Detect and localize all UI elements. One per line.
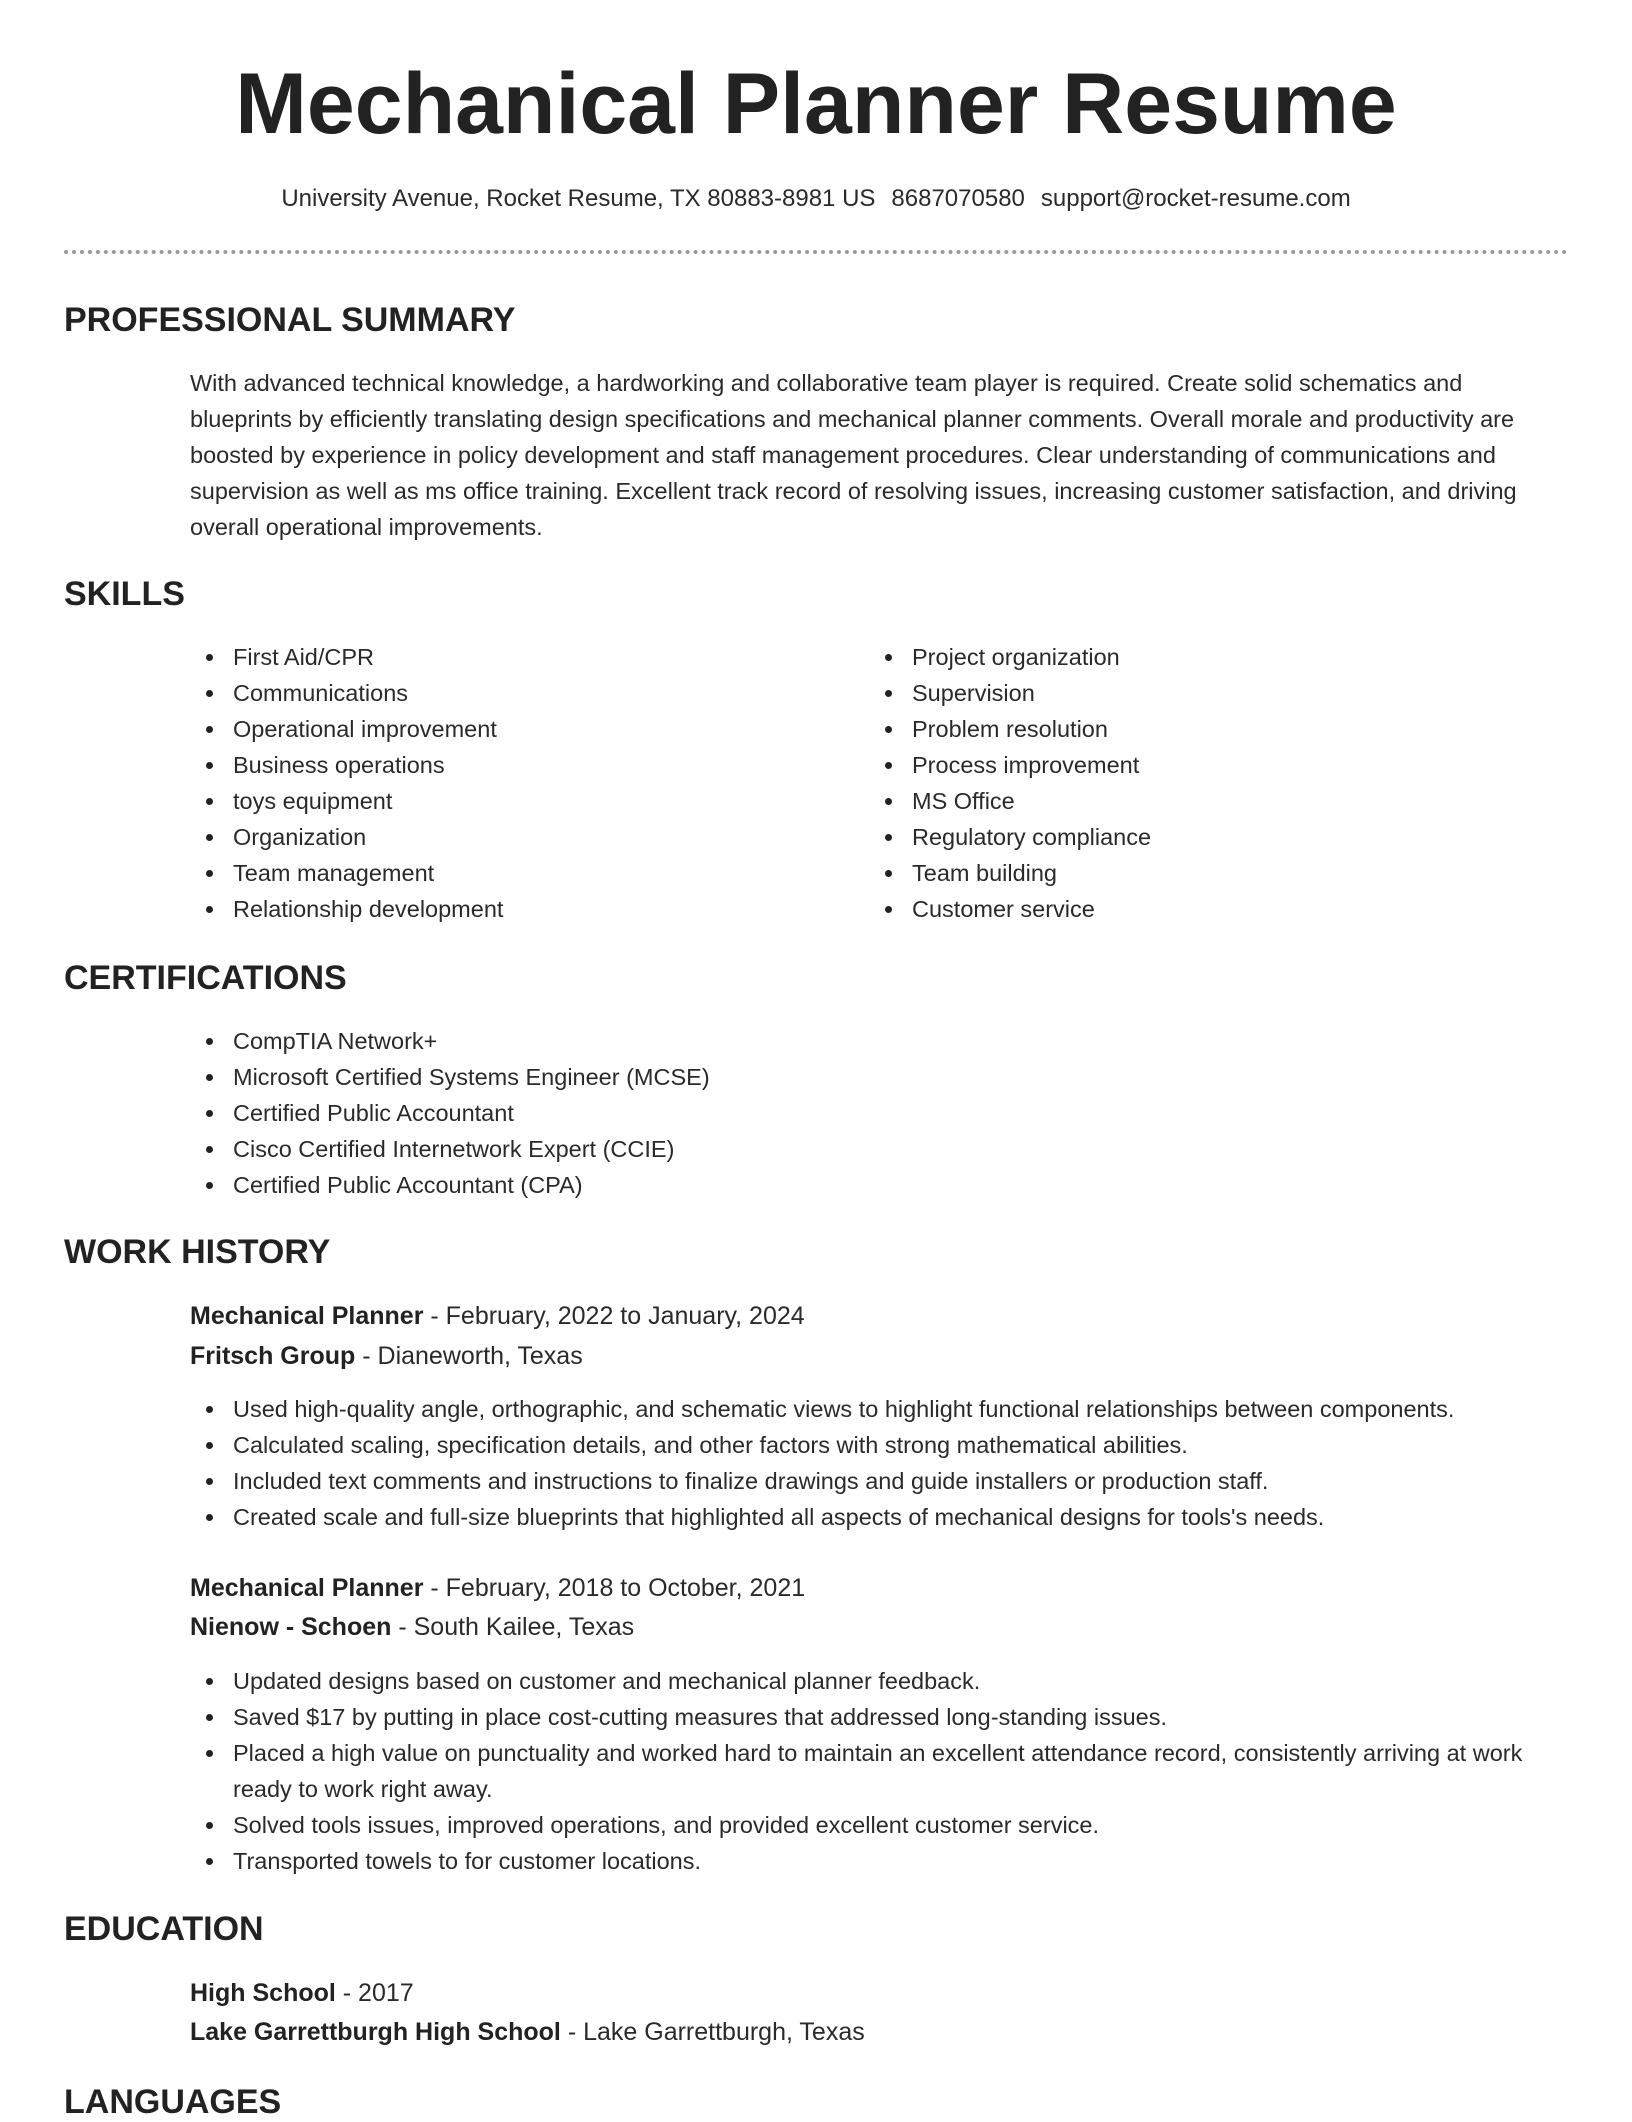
summary-text: With advanced technical knowledge, a hardworking and collaborative team player is required. Create solid schematics and blueprints by efficiently translating design specifications and mechanical planner comments. Overall morale and productivity are boosted by experience in policy development and staff management procedures. Clear understanding of communications and supervision as well as ms office training. Excellent track record of resolving issues, increasing customer satisfaction, and driving overall operational improvements. bbox=[190, 370, 1517, 540]
header-divider bbox=[64, 250, 1568, 254]
section-title-summary: PROFESSIONAL SUMMARY bbox=[64, 301, 516, 339]
resume-title: Mechanical Planner Resume bbox=[235, 56, 1397, 152]
skill-item: Customer service bbox=[869, 891, 1151, 927]
section-title-education: EDUCATION bbox=[64, 1910, 264, 1948]
job-bullets bbox=[190, 1663, 1568, 1879]
job-bullet: Included text comments and instructions to finalize drawings and guide installers or production staff. bbox=[190, 1463, 1568, 1499]
job-role: Mechanical Planner bbox=[190, 1302, 424, 1330]
section-title-languages: LANGUAGES bbox=[64, 2083, 282, 2121]
job-location: - South Kailee, Texas bbox=[391, 1613, 635, 1641]
skill-item: toys equipment bbox=[190, 783, 503, 819]
skill-item: Relationship development bbox=[190, 891, 503, 927]
skills-list-left bbox=[190, 639, 503, 927]
job-company-line bbox=[190, 1611, 634, 1643]
job-bullet: Saved $17 by putting in place cost-cutting measures that addressed long-standing issues. bbox=[190, 1699, 1568, 1735]
job-bullets bbox=[190, 1391, 1568, 1535]
address-text: University Avenue, Rocket Resume, TX 80883-8981 US bbox=[281, 185, 876, 212]
education-school-line bbox=[190, 2016, 865, 2048]
skill-item: Communications bbox=[190, 675, 503, 711]
skill-item: Business operations bbox=[190, 747, 503, 783]
education-degree-line bbox=[190, 1977, 414, 2009]
contact-line bbox=[0, 184, 1632, 214]
certification-item: Certified Public Accountant bbox=[190, 1095, 710, 1131]
certification-item: CompTIA Network+ bbox=[190, 1023, 710, 1059]
job-title-line bbox=[190, 1300, 805, 1332]
skill-item: Operational improvement bbox=[190, 711, 503, 747]
education-location: - Lake Garrettburgh, Texas bbox=[560, 2018, 865, 2046]
job-bullet: Updated designs based on customer and mechanical planner feedback. bbox=[190, 1663, 1568, 1699]
skill-item: Team management bbox=[190, 855, 503, 891]
job-company: Fritsch Group bbox=[190, 1342, 356, 1370]
certification-item: Microsoft Certified Systems Engineer (MCSE) bbox=[190, 1059, 710, 1095]
skill-item: Regulatory compliance bbox=[869, 819, 1151, 855]
job-bullet: Placed a high value on punctuality and worked hard to maintain an excellent attendance record, consistently arriving at work ready to work right away. bbox=[190, 1735, 1568, 1807]
skills-list-right bbox=[869, 639, 1151, 927]
skill-item: Project organization bbox=[869, 639, 1151, 675]
job-bullet: Transported towels to for customer locations. bbox=[190, 1843, 1568, 1879]
job-company: Nienow - Schoen bbox=[190, 1613, 392, 1641]
job-bullet: Used high-quality angle, orthographic, and schematic views to highlight functional relationships between components. bbox=[190, 1391, 1568, 1427]
skill-item: MS Office bbox=[869, 783, 1151, 819]
job-bullet: Created scale and full-size blueprints that highlighted all aspects of mechanical designs for tools's needs. bbox=[190, 1499, 1568, 1535]
phone-text: 8687070580 bbox=[891, 185, 1025, 212]
skill-item: Team building bbox=[869, 855, 1151, 891]
education-degree: High School bbox=[190, 1979, 336, 2007]
job-bullet: Calculated scaling, specification details, and other factors with strong mathematical abilities. bbox=[190, 1427, 1568, 1463]
email-text: support@rocket-resume.com bbox=[1040, 185, 1351, 212]
certification-item: Certified Public Accountant (CPA) bbox=[190, 1167, 710, 1203]
job-role: Mechanical Planner bbox=[190, 1574, 424, 1602]
section-title-certifications: CERTIFICATIONS bbox=[64, 959, 347, 997]
job-dates: - February, 2022 to January, 2024 bbox=[423, 1302, 805, 1330]
job-dates: - February, 2018 to October, 2021 bbox=[423, 1574, 806, 1602]
skill-item: First Aid/CPR bbox=[190, 639, 503, 675]
job-company-line bbox=[190, 1340, 583, 1372]
skill-item: Supervision bbox=[869, 675, 1151, 711]
certification-item: Cisco Certified Internetwork Expert (CCIE) bbox=[190, 1131, 710, 1167]
section-title-skills: SKILLS bbox=[64, 575, 185, 613]
education-year: - 2017 bbox=[335, 1979, 414, 2007]
job-bullet: Solved tools issues, improved operations, and provided excellent customer service. bbox=[190, 1807, 1568, 1843]
education-school: Lake Garrettburgh High School bbox=[190, 2018, 561, 2046]
job-title-line bbox=[190, 1572, 805, 1604]
job-location: - Dianeworth, Texas bbox=[355, 1342, 583, 1370]
section-title-work-history: WORK HISTORY bbox=[64, 1233, 331, 1271]
certifications-list bbox=[190, 1023, 710, 1203]
skill-item: Process improvement bbox=[869, 747, 1151, 783]
skill-item: Problem resolution bbox=[869, 711, 1151, 747]
skill-item: Organization bbox=[190, 819, 503, 855]
